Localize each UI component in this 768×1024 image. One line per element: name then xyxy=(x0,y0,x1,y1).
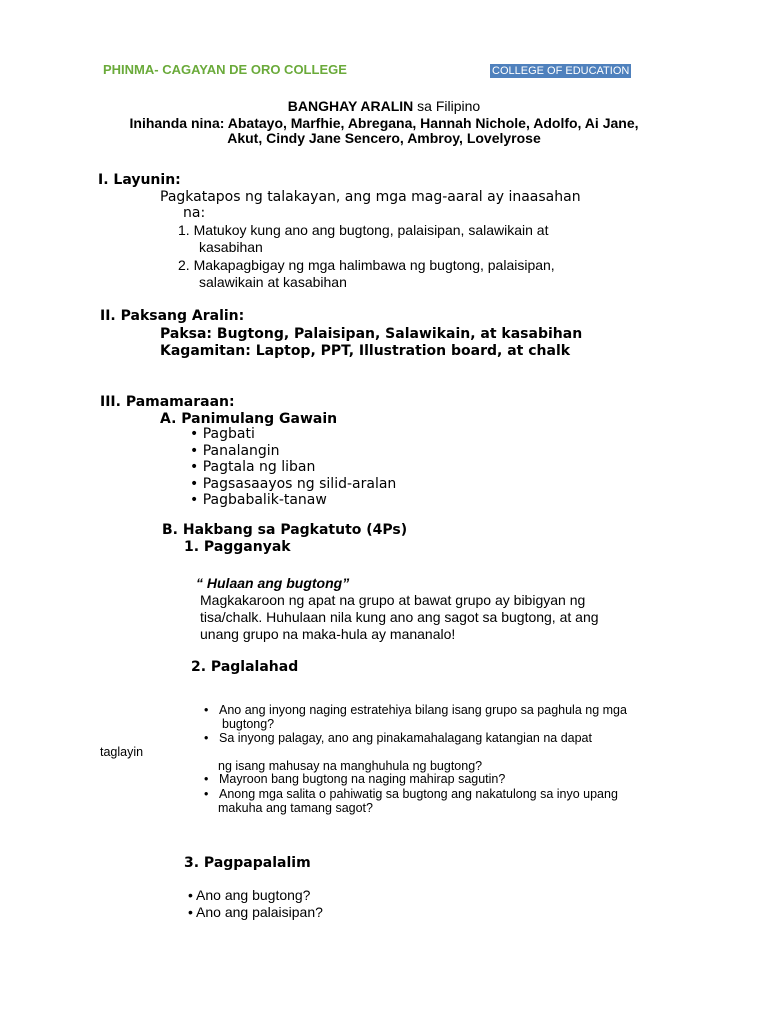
bullet-icon: • xyxy=(204,731,209,745)
list-item: • Pagbati xyxy=(190,426,396,443)
pagpapalalim-item-1: • Ano ang bugtong? xyxy=(188,887,311,903)
bullet-icon: • xyxy=(204,787,209,801)
question-1-line-2: bugtong? xyxy=(222,717,275,731)
paksa-line: Paksa: Bugtong, Palaisipan, Salawikain, at kasabihan xyxy=(160,326,583,342)
section-paksang-aralin-heading: II. Paksang Aralin: xyxy=(100,308,245,324)
objective-2-line-2: salawikain at kasabihan xyxy=(199,274,347,290)
list-item: • Pagbabalik-tanaw xyxy=(190,492,396,509)
bullet-icon: • xyxy=(204,703,209,717)
pagpapalalim-item-2: • Ano ang palaisipan? xyxy=(188,904,323,920)
panimulang-gawain-heading: A. Panimulang Gawain xyxy=(160,411,338,427)
authors-line-2: Akut, Cindy Jane Sencero, Ambroy, Lovelyrose xyxy=(227,130,541,146)
hakbang-heading: B. Hakbang sa Pagkatuto (4Ps) xyxy=(162,522,408,538)
section-pamamaraan-heading: III. Pamamaraan: xyxy=(100,394,235,410)
list-item: • Panalangin xyxy=(190,443,396,460)
objective-1-line-1: 1. Matukoy kung ano ang bugtong, palaisipan, salawikain at xyxy=(178,222,549,238)
layunin-intro-1: Pagkatapos ng talakayan, ang mga mag-aaral ay inaasahan xyxy=(160,189,581,205)
pagganyak-line-1: Magkakaroon ng apat na grupo at bawat grupo ay bibigyan ng xyxy=(200,592,586,608)
objective-1-line-2: kasabihan xyxy=(199,239,263,255)
pagpapalalim-heading: 3. Pagpapalalim xyxy=(184,855,311,871)
document-title xyxy=(0,98,768,114)
kagamitan-line: Kagamitan: Laptop, PPT, Illustration board, at chalk xyxy=(160,343,571,359)
question-2-line-2: ng isang mahusay na manghuhula ng bugtong? xyxy=(218,759,483,773)
college-name: PHINMA- CAGAYAN DE ORO COLLEGE xyxy=(103,62,347,77)
list-item: Ano ang palaisipan? xyxy=(196,904,323,920)
department-label: COLLEGE OF EDUCATION xyxy=(492,65,630,77)
authors xyxy=(0,116,768,146)
objective-2-line-1: 2. Makapagbigay ng mga halimbawa ng bugtong, palaisipan, xyxy=(178,257,555,273)
pagganyak-line-2: tisa/chalk. Huhulaan nila kung ano ang sagot sa bugtong, at ang xyxy=(200,609,599,625)
pagganyak-activity-title: “ Hulaan ang bugtong” xyxy=(196,575,350,591)
authors-line-1: Inihanda nina: Abatayo, Marfhie, Abregana, Hannah Nichole, Adolfo, Ai Jane, xyxy=(129,115,639,131)
title-bold: BANGHAY ARALIN xyxy=(287,98,414,114)
layunin-intro-2: na: xyxy=(183,205,206,221)
list-item: • Pagsasaayos ng silid-aralan xyxy=(190,476,396,493)
question-3: Mayroon bang bugtong na naging mahirap sagutin? xyxy=(219,772,506,786)
paglalahad-heading: 2. Paglalahad xyxy=(191,659,299,675)
section-layunin-heading: I. Layunin: xyxy=(98,172,181,188)
pagganyak-heading: 1. Pagganyak xyxy=(184,539,291,555)
question-2-line-1: Sa inyong palagay, ano ang pinakamahalagang katangian na dapat xyxy=(219,731,592,745)
question-4-line-1: Anong mga salita o pahiwatig sa bugtong ang nakatulong sa inyo upang xyxy=(219,787,618,801)
list-item: • Pagtala ng liban xyxy=(190,459,396,476)
pagganyak-line-3: unang grupo na maka-hula ay mananalo! xyxy=(200,626,456,642)
title-rest: sa Filipino xyxy=(413,98,481,114)
list-item: Ano ang bugtong? xyxy=(196,887,311,903)
question-4-line-2: makuha ang tamang sagot? xyxy=(218,801,373,815)
panimulang-gawain-list xyxy=(190,426,396,509)
bullet-icon: • xyxy=(204,772,209,786)
question-1-line-1: Ano ang inyong naging estratehiya bilang isang grupo sa paghula ng mga xyxy=(219,703,627,717)
question-2-stray-word: taglayin xyxy=(100,745,144,759)
